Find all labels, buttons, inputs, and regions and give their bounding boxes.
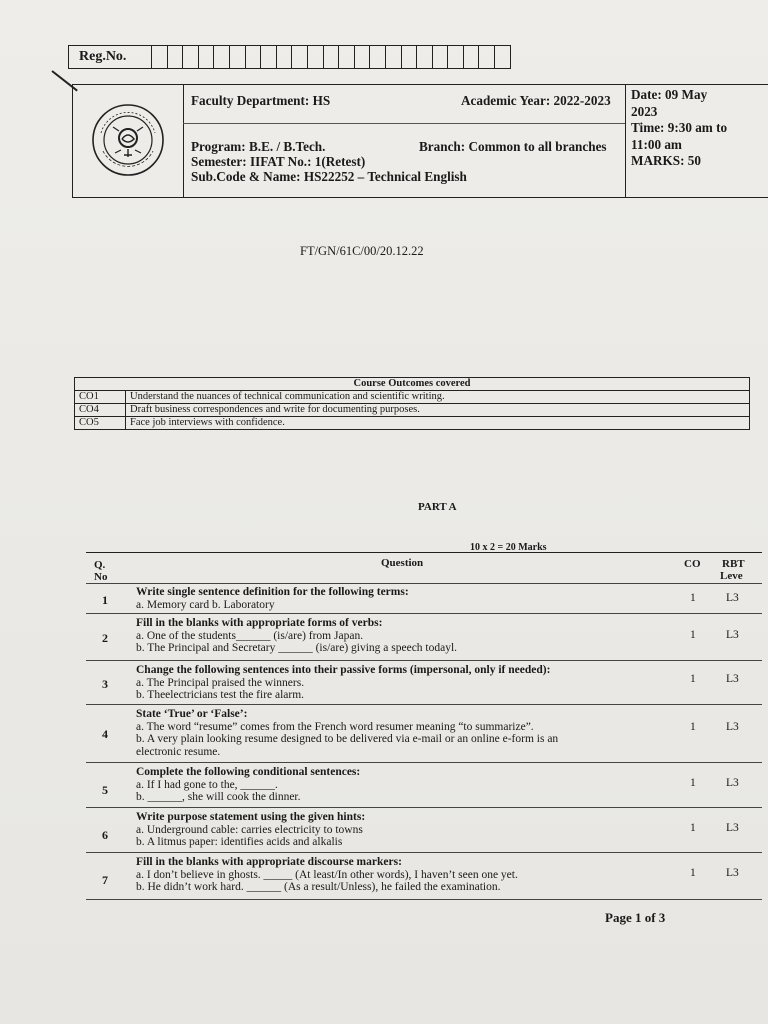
reg-digit-box <box>261 46 277 68</box>
exam-time-line2: 11:00 am <box>631 136 682 152</box>
rbt-header-line2: Leve <box>720 570 743 582</box>
table-row <box>75 417 750 430</box>
reg-digit-box <box>168 46 184 68</box>
subject-code-name: Sub.Code & Name: HS22252 – Technical English <box>191 169 467 184</box>
exam-schedule <box>631 87 768 170</box>
question-body <box>136 586 636 611</box>
question-title: State ‘True’ or ‘False’: <box>136 708 248 720</box>
rbt-header-line1: RBT <box>722 558 745 570</box>
reg-digit-box <box>448 46 464 68</box>
question-co: 1 <box>690 867 696 879</box>
qno-header-line2: No <box>94 571 108 583</box>
question-row <box>86 853 762 900</box>
question-co: 1 <box>690 629 696 641</box>
part-title: PART A <box>418 501 457 513</box>
question-body <box>136 811 636 849</box>
question-level: L3 <box>726 673 739 685</box>
reg-digit-box <box>308 46 324 68</box>
branch: Branch: Common to all branches <box>419 139 607 154</box>
reg-digit-box <box>339 46 355 68</box>
question-line: b. He didn’t work hard. ______ (As a result/Unless), he failed the examination. <box>136 881 501 893</box>
reg-digit-box <box>402 46 418 68</box>
semester: Semester: IIFAT No.: 1(Retest) <box>191 154 366 169</box>
co-description: Face job interviews with confidence. <box>126 417 750 430</box>
question-title: Complete the following conditional sentences: <box>136 766 361 778</box>
question-level: L3 <box>726 777 739 789</box>
question-co: 1 <box>690 822 696 834</box>
question-body <box>136 708 636 758</box>
question-co: 1 <box>690 777 696 789</box>
question-line: a. The Principal praised the winners. <box>136 676 305 689</box>
question-number: 4 <box>102 727 108 741</box>
question-body <box>136 664 636 702</box>
question-line: a. One of the students______ (is/are) from Japan. <box>136 629 364 642</box>
program: Program: B.E. / B.Tech. <box>191 139 326 154</box>
question-line: b. ______, she will cook the dinner. <box>136 791 301 803</box>
question-co: 1 <box>690 592 696 604</box>
co-code: CO1 <box>75 391 126 404</box>
question-line: a. Memory card b. Laboratory <box>136 598 275 611</box>
course-outcomes-table <box>74 377 750 430</box>
question-line: b. The Principal and Secretary ______ (is/are) giving a speech todayl. <box>136 642 458 654</box>
qno-header-line1: Q. <box>94 559 106 571</box>
header-details <box>183 85 626 197</box>
question-title: Fill in the blanks with appropriate forms of verbs: <box>136 617 383 629</box>
question-co: 1 <box>690 721 696 733</box>
question-row <box>86 661 762 705</box>
course-outcomes-title: Course Outcomes covered <box>75 378 750 391</box>
reg-digit-box <box>417 46 433 68</box>
questions-header <box>86 552 762 584</box>
reg-digit-box <box>324 46 340 68</box>
reg-digit-box <box>246 46 262 68</box>
question-row <box>86 584 762 614</box>
question-number: 6 <box>102 828 108 842</box>
question-row <box>86 808 762 853</box>
exam-time-line1: Time: 9:30 am to <box>631 120 728 135</box>
question-title: Write purpose statement using the given hints: <box>136 811 366 823</box>
faculty-department: Faculty Department: HS <box>191 93 331 108</box>
co-header: CO <box>684 558 701 570</box>
reg-number-label: Reg.No. <box>69 46 152 68</box>
reg-number-grid <box>68 45 511 69</box>
question-title: Write single sentence definition for the following terms: <box>136 586 409 598</box>
college-seal-icon <box>91 103 165 177</box>
question-level: L3 <box>726 592 739 604</box>
document-code: FT/GN/61C/00/20.12.22 <box>300 244 424 258</box>
reg-digit-box <box>199 46 215 68</box>
marks-allocation: 10 x 2 = 20 Marks <box>470 542 547 553</box>
question-level: L3 <box>726 822 739 834</box>
question-row <box>86 763 762 808</box>
reg-digit-box <box>230 46 246 68</box>
question-number: 2 <box>102 631 108 645</box>
question-body <box>136 856 636 894</box>
reg-digit-box <box>464 46 480 68</box>
question-line: b. A litmus paper: identifies acids and alkalis <box>136 836 343 848</box>
question-number: 5 <box>102 783 108 797</box>
reg-digit-box <box>292 46 308 68</box>
reg-digit-box <box>386 46 402 68</box>
academic-year: Academic Year: 2022-2023 <box>461 93 611 108</box>
co-code: CO4 <box>75 404 126 417</box>
question-co: 1 <box>690 673 696 685</box>
reg-digit-box <box>495 46 510 68</box>
header-divider <box>183 123 625 124</box>
question-title: Change the following sentences into their passive forms (impersonal, only if needed): <box>136 664 551 676</box>
table-row <box>75 391 750 404</box>
question-line: a. Underground cable: carries electricity to towns <box>136 823 363 836</box>
question-level: L3 <box>726 629 739 641</box>
question-row <box>86 614 762 661</box>
reg-digit-box <box>479 46 495 68</box>
exam-marks: MARKS: 50 <box>631 153 701 168</box>
reg-digit-box <box>277 46 293 68</box>
table-row <box>75 404 750 417</box>
question-line: b. A very plain looking resume designed to be delivered via e-mail or an online e-form is an <box>136 733 559 745</box>
reg-digit-box <box>214 46 230 68</box>
question-title: Fill in the blanks with appropriate discourse markers: <box>136 856 402 868</box>
reg-digit-box <box>152 46 168 68</box>
question-body <box>136 766 636 804</box>
question-number: 7 <box>102 873 108 887</box>
question-header: Question <box>381 557 424 569</box>
co-code: CO5 <box>75 417 126 430</box>
exam-header <box>72 84 768 198</box>
questions-table <box>86 552 762 900</box>
question-line: a. The word “resume” comes from the French word resumer meaning “to summarize”. <box>136 720 534 733</box>
question-body <box>136 617 636 655</box>
reg-digit-box <box>433 46 449 68</box>
co-description: Draft business correspondences and write for documenting purposes. <box>126 404 750 417</box>
reg-digit-box <box>183 46 199 68</box>
question-row <box>86 705 762 763</box>
reg-digit-box <box>370 46 386 68</box>
exam-date-line2: 2023 <box>631 103 658 119</box>
question-line: a. If I had gone to the, ______. <box>136 778 278 791</box>
question-line: a. I don’t believe in ghosts. _____ (At least/In other words), I haven’t seen one yet. <box>136 868 518 881</box>
question-line: b. Theelectricians test the fire alarm. <box>136 689 305 701</box>
co-description: Understand the nuances of technical communication and scientific writing. <box>126 391 750 404</box>
question-level: L3 <box>726 721 739 733</box>
exam-date-line1: Date: 09 May <box>631 87 708 102</box>
reg-digit-box <box>355 46 371 68</box>
question-number: 1 <box>102 593 108 607</box>
question-number: 3 <box>102 677 108 691</box>
page-number: Page 1 of 3 <box>605 910 666 925</box>
question-line: electronic resume. <box>136 745 221 758</box>
logo-cell <box>73 85 184 197</box>
question-level: L3 <box>726 867 739 879</box>
